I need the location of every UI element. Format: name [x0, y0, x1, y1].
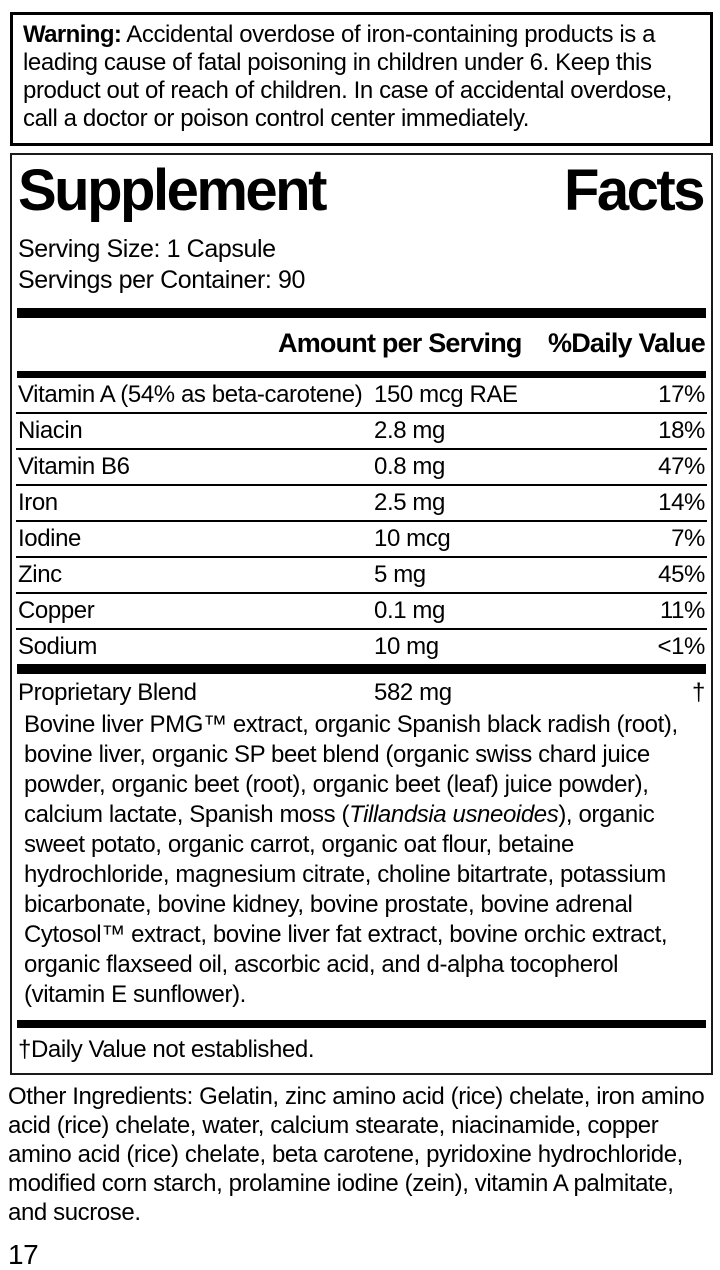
- warning-box: [10, 12, 713, 146]
- serving-size: Serving Size: 1 Capsule: [18, 235, 276, 264]
- nutrient-amount: 5 mg: [374, 561, 426, 589]
- nutrient-name: Iron: [18, 489, 58, 517]
- nutrient-daily-value: 17%: [658, 381, 705, 409]
- nutrient-daily-value: <1%: [657, 633, 705, 661]
- blend-description-part1: Bovine liver PMG™ extract, organic Spanish black radish (root), bovine liver, organic SP beet blend (organic swiss chard juice powder, organic beet (root), organic beet (leaf) juice powder), calcium lactate, Spanish moss (: [24, 711, 678, 829]
- divider-bar-medium: [17, 371, 706, 378]
- nutrient-name: Zinc: [18, 561, 62, 589]
- nutrient-name: Niacin: [18, 417, 83, 445]
- nutrient-amount: 0.1 mg: [374, 597, 445, 625]
- table-row: [16, 592, 707, 628]
- table-row: [16, 412, 707, 448]
- page-number: 17: [8, 1239, 39, 1270]
- divider-bar-thick: [17, 664, 706, 674]
- nutrient-name: Copper: [18, 597, 95, 625]
- nutrient-amount: 10 mg: [374, 633, 439, 661]
- daily-value-footnote: †Daily Value not established.: [18, 1036, 315, 1064]
- blend-description-latin-name: Tillandsia usneoides: [349, 801, 559, 829]
- nutrient-table: [16, 378, 707, 664]
- table-header-row: [16, 318, 707, 371]
- nutrient-daily-value: 11%: [659, 597, 705, 625]
- serving-info: [16, 220, 707, 296]
- nutrient-amount: 2.5 mg: [374, 489, 445, 517]
- warning-label: Warning:: [23, 21, 122, 48]
- column-header-daily-value: %Daily Value: [548, 328, 705, 359]
- proprietary-blend-row: [16, 674, 707, 709]
- servings-per-container: Servings per Container: 90: [18, 266, 305, 295]
- nutrient-name: Iodine: [18, 525, 81, 553]
- nutrient-name: Vitamin A (54% as beta-carotene): [18, 381, 363, 409]
- proprietary-blend-name: Proprietary Blend: [18, 679, 197, 707]
- nutrient-name: Vitamin B6: [18, 453, 130, 481]
- nutrient-amount: 150 mcg RAE: [374, 381, 518, 409]
- table-row: [16, 484, 707, 520]
- supplement-facts-panel: [10, 153, 713, 1075]
- table-row: [16, 378, 707, 412]
- blend-description-part2: ), organic sweet potato, organic carrot, organic oat flour, betaine hydrochloride, magnesium citrate, choline bitartrate, potassium bicarbonate, bovine kidney, bovine prostate, bovine adrenal Cytosol™ extract, bovine liver fat extract, bovine orchic extract, organic flaxseed oil, ascorbic acid, and d-alpha tocopherol (vitamin E sunflower).: [24, 801, 668, 1009]
- table-row: [16, 520, 707, 556]
- nutrient-daily-value: 7%: [671, 525, 705, 553]
- nutrient-name: Sodium: [18, 633, 97, 661]
- warning-text: Accidental overdose of iron-containing products is a leading cause of fatal poisoning in children under 6. Keep this product out of reach of children. In case of accidental overdose, call a doctor or poison control center immediately.: [23, 21, 673, 132]
- proprietary-blend-description: [16, 709, 707, 1016]
- other-ingredients: Other Ingredients: Gelatin, zinc amino acid (rice) chelate, iron amino acid (rice) chelate, water, calcium stearate, niacinamide, copper amino acid (rice) chelate, beta carotene, pyridoxine hydrochloride, modified corn starch, prolamine iodine (zein), vitamin A palmitate, and sucrose.: [8, 1083, 705, 1227]
- nutrient-amount: 10 mcg: [374, 525, 451, 553]
- table-row: [16, 628, 707, 664]
- column-header-amount: Amount per Serving: [278, 328, 522, 359]
- table-row: [16, 556, 707, 592]
- table-row: [16, 448, 707, 484]
- nutrient-daily-value: 45%: [658, 561, 705, 589]
- supplement-facts-title: Supplement Facts: [18, 158, 703, 223]
- divider-bar-thick: [17, 1020, 706, 1028]
- proprietary-blend-amount: 582 mg: [374, 679, 452, 707]
- nutrient-amount: 2.8 mg: [374, 417, 445, 445]
- nutrient-amount: 0.8 mg: [374, 453, 445, 481]
- nutrient-daily-value: 47%: [658, 453, 705, 481]
- nutrient-daily-value: 18%: [658, 417, 705, 445]
- proprietary-blend-dagger: †: [692, 679, 705, 707]
- nutrient-daily-value: 14%: [658, 489, 705, 517]
- divider-bar-thick: [17, 308, 706, 318]
